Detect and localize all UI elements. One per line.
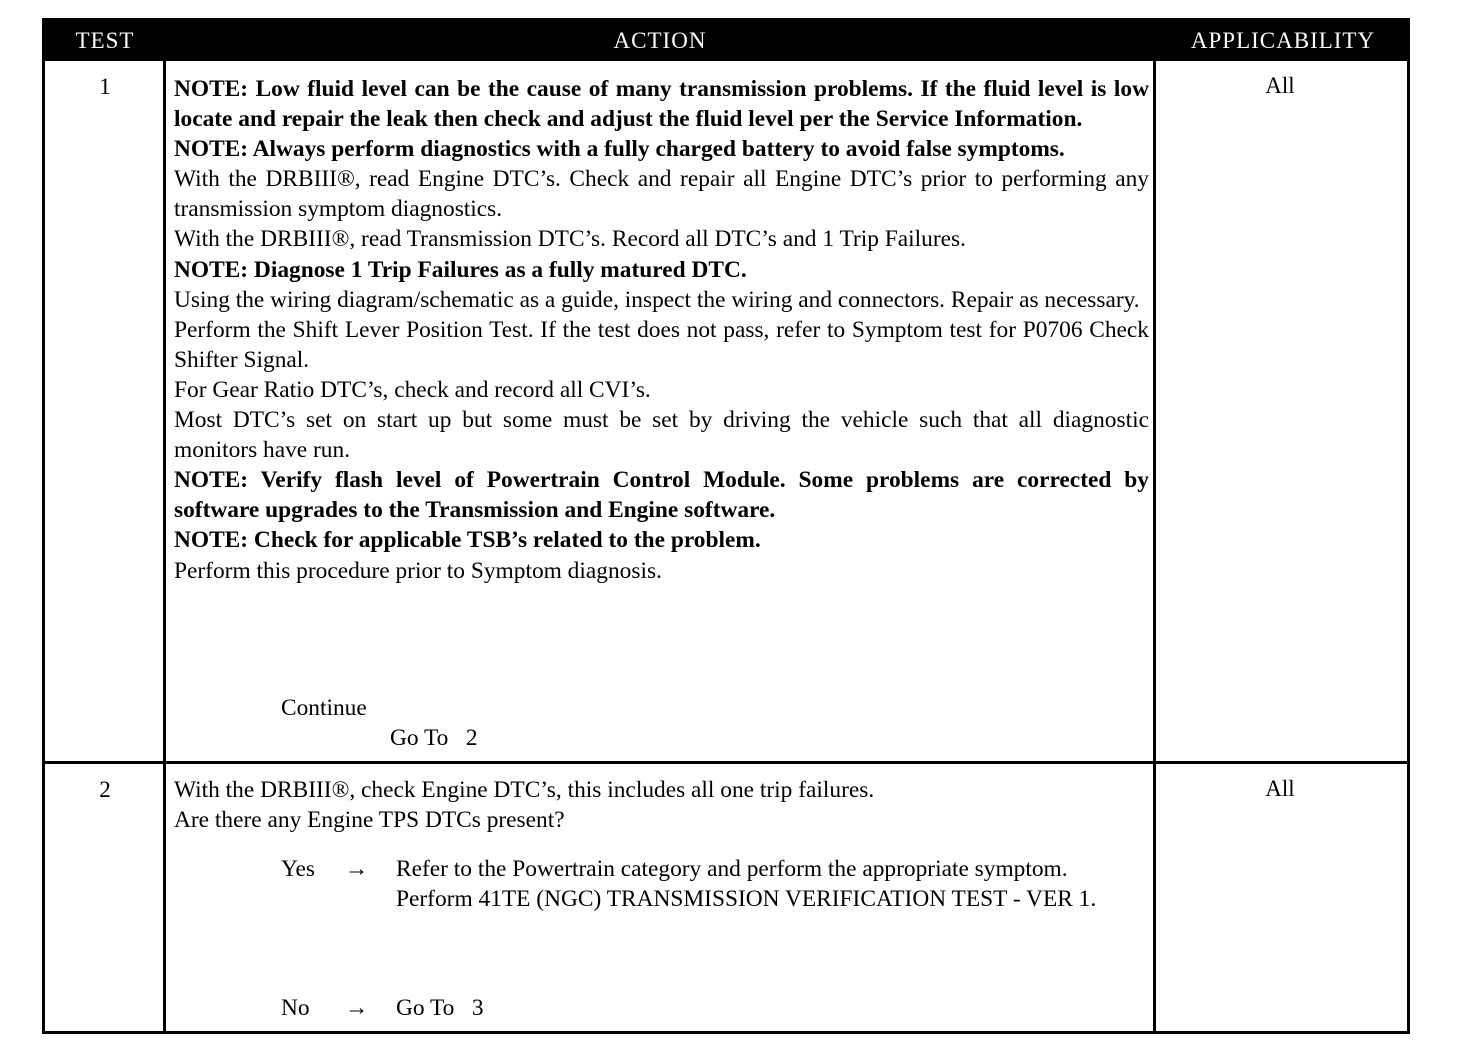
instruction-line: Using the wiring diagram/schematic as a guide, inspect the wiring and connectors. Repair as necessary.	[174, 286, 1140, 313]
continue-label: Continue	[281, 695, 367, 721]
test-number-1: 1	[99, 74, 111, 99]
no-goto-step[interactable]	[396, 993, 484, 1023]
action-text-2	[174, 775, 1149, 835]
yes-result-line-2: Perform 41TE (NGC) TRANSMISSION VERIFICATION TEST - VER 1.	[396, 886, 1097, 912]
no-goto-label: Go To	[396, 995, 455, 1021]
header-test: TEST	[75, 28, 135, 53]
instruction-line: With the DRBIII®, read Transmission DTC’s. Record all DTC’s and 1 Trip Failures.	[174, 226, 966, 253]
yes-result	[396, 854, 1148, 914]
applicability-1: All	[1265, 73, 1295, 98]
goto-step[interactable]	[390, 723, 478, 753]
diagnostic-table	[42, 18, 1410, 1034]
column-divider	[1153, 61, 1156, 1034]
test-number-2: 2	[99, 777, 111, 802]
instruction-line: For Gear Ratio DTC’s, check and record all CVI’s.	[174, 376, 651, 403]
note-line: NOTE: Low fluid level can be the cause of many transmission problems. If the fluid level is low locate and repair the leak then check and adjust the fluid level per the Service Information.	[174, 76, 1149, 133]
goto-target: 2	[465, 725, 478, 751]
header-action: ACTION	[613, 28, 707, 53]
no-goto-target: 3	[471, 995, 484, 1021]
column-divider	[163, 61, 166, 1034]
note-line: NOTE: Diagnose 1 Trip Failures as a fully matured DTC.	[174, 256, 747, 283]
table-header	[45, 21, 1407, 61]
instruction-line: Are there any Engine TPS DTCs present?	[174, 807, 565, 834]
instruction-line: Most DTC’s set on start up but some must be set by driving the vehicle such that all diagnostic monitors have run.	[174, 407, 1149, 464]
instruction-line: Perform the Shift Lever Position Test. If the test does not pass, refer to Symptom test for P0706 Check Shifter Signal.	[174, 316, 1149, 373]
yes-arrow-icon: →	[345, 856, 369, 882]
action-text-1	[174, 74, 1149, 586]
note-line: NOTE: Check for applicable TSB’s related to the problem.	[174, 527, 761, 554]
header-applicability: APPLICABILITY	[1190, 28, 1376, 53]
instruction-line: With the DRBIII®, check Engine DTC’s, this includes all one trip failures.	[174, 777, 875, 803]
note-line: NOTE: Always perform diagnostics with a fully charged battery to avoid false symptoms.	[174, 136, 1065, 163]
no-arrow-icon: →	[345, 995, 369, 1021]
note-line: NOTE: Verify flash level of Powertrain Control Module. Some problems are corrected by software upgrades to the Transmission and Engine software.	[174, 467, 1149, 524]
goto-label: Go To	[390, 725, 449, 751]
instruction-line: Perform this procedure prior to Symptom diagnosis.	[174, 557, 662, 584]
no-label: No	[281, 995, 310, 1021]
row-divider	[45, 761, 1407, 764]
instruction-line: With the DRBIII®, read Engine DTC’s. Check and repair all Engine DTC’s prior to performing any transmission symptom diagnostics.	[174, 166, 1149, 223]
applicability-2: All	[1265, 776, 1295, 801]
yes-result-line-1: Refer to the Powertrain category and perform the appropriate symptom.	[396, 856, 1068, 882]
yes-label: Yes	[281, 856, 316, 882]
